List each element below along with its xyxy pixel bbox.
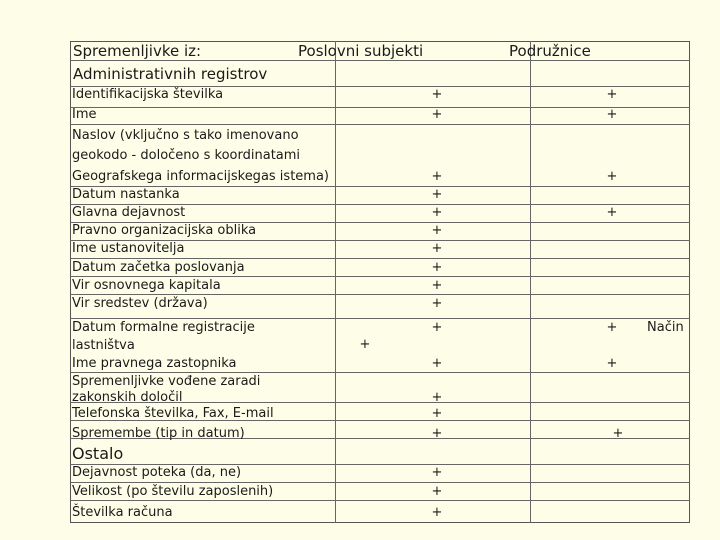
plus-mark: + bbox=[431, 260, 443, 275]
row-label: Glavna dejavnost bbox=[72, 205, 186, 220]
row-label: Ime bbox=[72, 107, 97, 122]
row-label: Datum začetka poslovanja bbox=[72, 260, 245, 275]
column-rule bbox=[335, 41, 336, 523]
plus-mark: + bbox=[359, 337, 371, 352]
plus-mark: + bbox=[606, 87, 618, 102]
row-label: Telefonska številka, Fax, E-mail bbox=[72, 406, 274, 421]
header-label: Spremenljivke iz: bbox=[73, 42, 202, 60]
plus-mark: + bbox=[431, 241, 443, 256]
column-header-poslovni-subjekti: Poslovni subjekti bbox=[298, 42, 424, 60]
row-label: Spremenljivke vođene zaradi bbox=[72, 374, 261, 389]
row-label: Identifikacijska številka bbox=[72, 87, 224, 102]
plus-mark: + bbox=[431, 505, 443, 520]
row-label: Vir osnovnega kapitala bbox=[72, 278, 221, 293]
table-rule bbox=[70, 124, 690, 125]
plus-mark: + bbox=[431, 296, 443, 311]
nacin-note: Način bbox=[647, 320, 684, 335]
row-label: zakonskih določil bbox=[72, 390, 183, 405]
plus-mark: + bbox=[431, 356, 443, 371]
plus-mark: + bbox=[612, 426, 624, 441]
plus-mark: + bbox=[431, 205, 443, 220]
plus-mark: + bbox=[431, 465, 443, 480]
section-heading-ostalo: Ostalo bbox=[72, 444, 124, 463]
plus-mark: + bbox=[431, 187, 443, 202]
column-header-podruznice: Podružnice bbox=[509, 42, 591, 60]
row-label: Datum nastanka bbox=[72, 187, 180, 202]
plus-mark: + bbox=[431, 320, 443, 335]
row-label: Ime ustanovitelja bbox=[72, 241, 185, 256]
row-label: Vir sredstev (država) bbox=[72, 296, 208, 311]
row-label: lastništva bbox=[72, 338, 135, 353]
row-label: Geografskega informacijskegas istema) bbox=[72, 169, 329, 184]
header-label: Administrativnih registrov bbox=[73, 65, 268, 83]
row-label: Naslov (vključno s tako imenovano bbox=[72, 128, 299, 143]
column-rule bbox=[530, 41, 531, 523]
row-label: Spremembe (tip in datum) bbox=[72, 426, 245, 441]
row-label: Dejavnost poteka (da, ne) bbox=[72, 465, 242, 480]
plus-mark: + bbox=[431, 278, 443, 293]
plus-mark: + bbox=[606, 320, 618, 335]
plus-mark: + bbox=[431, 390, 443, 405]
plus-mark: + bbox=[431, 223, 443, 238]
plus-mark: + bbox=[606, 169, 618, 184]
row-label: Pravno organizacijska oblika bbox=[72, 223, 257, 238]
plus-mark: + bbox=[431, 169, 443, 184]
row-label: Številka računa bbox=[72, 505, 173, 520]
row-label: Velikost (po številu zaposlenih) bbox=[72, 484, 274, 499]
row-label: Datum formalne registracije bbox=[72, 320, 255, 335]
plus-mark: + bbox=[431, 87, 443, 102]
plus-mark: + bbox=[431, 406, 443, 421]
plus-mark: + bbox=[431, 107, 443, 122]
plus-mark: + bbox=[431, 484, 443, 499]
plus-mark: + bbox=[431, 426, 443, 441]
plus-mark: + bbox=[606, 356, 618, 371]
plus-mark: + bbox=[606, 205, 618, 220]
row-label: geokodo - določeno s koordinatami bbox=[72, 148, 301, 163]
table-rule bbox=[70, 107, 690, 108]
row-label: Ime pravnega zastopnika bbox=[72, 356, 237, 371]
plus-mark: + bbox=[606, 107, 618, 122]
